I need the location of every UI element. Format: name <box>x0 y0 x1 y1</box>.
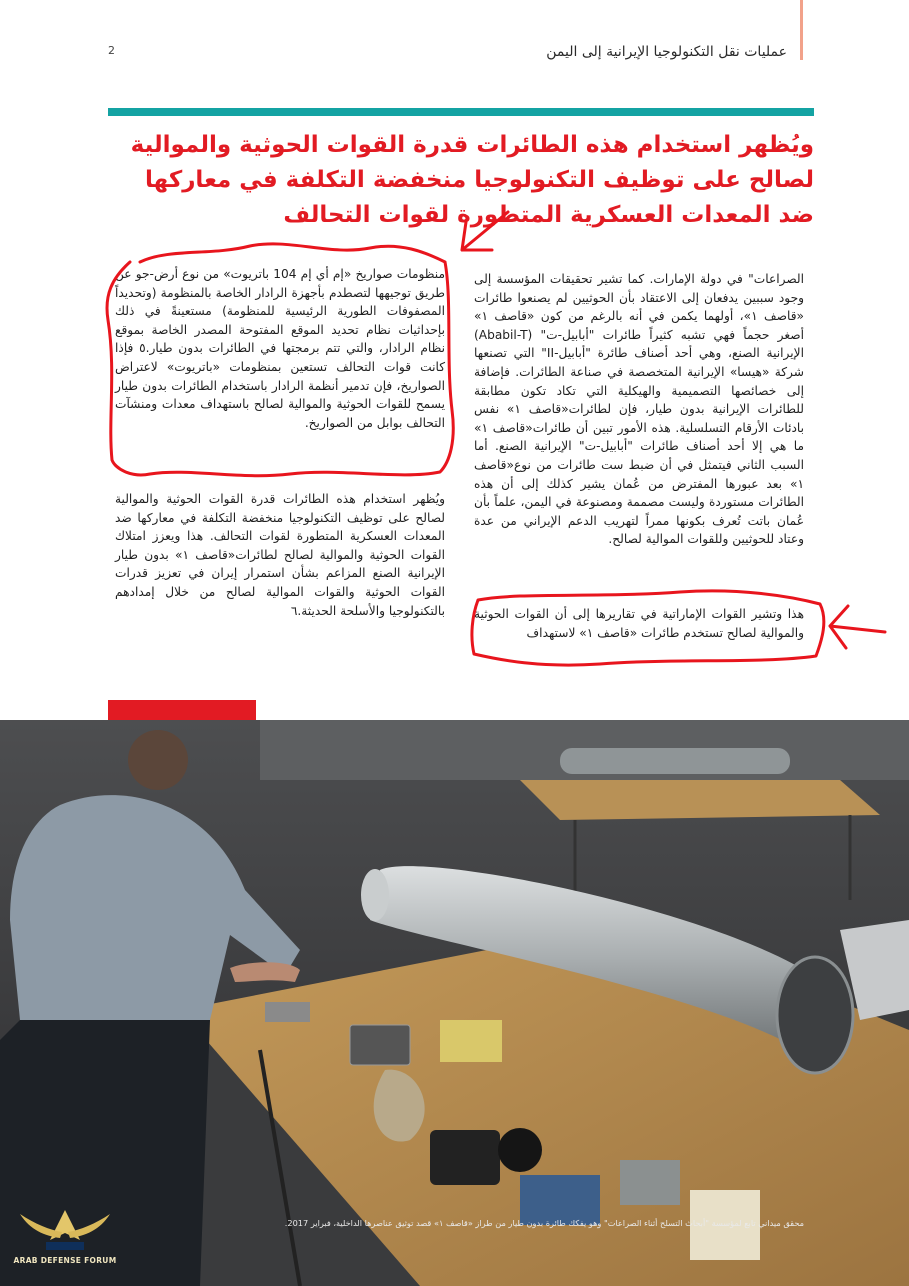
photo-accent-bar <box>108 700 256 720</box>
body-paragraph-right-2: هذا وتشير القوات الإماراتية في تقاريرها إلى أن القوات الحوثية والموالية لصالح تستخدم طائرات «قاصف ١» لاستهداف <box>474 607 804 640</box>
headline-rule <box>108 108 814 116</box>
photo-caption: محقق ميداني تابع لمؤسسة "أبحاث التسلح أثناء الصراعات" وهو يفكك طائرة بدون طيار من طراز «قاصف ١» قصد توثيق عناصرها الداخلية، فبراير 2017. <box>284 1218 804 1228</box>
running-header-title: عمليات نقل التكنولوجيا الإيرانية إلى اليمن <box>546 44 787 60</box>
watermark-logo <box>10 1200 120 1282</box>
page-number: 2 <box>108 44 115 57</box>
photo-illustration <box>0 720 909 1286</box>
photo-investigator-drone <box>0 720 909 1286</box>
eagle-emblem-icon <box>10 1200 120 1260</box>
body-paragraph-left-1: منظومات صواريخ «إم أي إم 104 باتريوت» من نوع أرض-جو عن طريق توجيهها لتصطدم بأجهزة الرادار الخاصة بالمنظومة (وتحديداً المصفوفات الطورية الرئيسية للمنظومة) مستعينةً في ذلك بإحداثيات نظام تحديد الموقع المفتوحة المصدر الخاصة بموقع نظام الرادار، والتي تتم برمجتها في الطائرات بدون طيار.٥ فإذا كانت قوات التحالف تستعين بمنظومات «باتريوت» لاعتراض الصواريخ، فإن تدمير أنظمة الرادار باستخدام الطائرات بدون طيار يسمح للقوات الحوثية والموالية لصالح باستهداف معدات ومنشآت التحالف بوابل من الصواريخ. <box>115 267 445 430</box>
body-paragraph-left-2: ويُظهر استخدام هذه الطائرات قدرة القوات الحوثية والموالية لصالح على توظيف التكنولوجيا منخفضة التكلفة في معاركها ضد المعدات العسكرية المتطورة لقوات التحالف. هذا ويعزز امتلاك القوات الحوثية والموالية لصالح لطائرات«قاصف ١» بدون طيار الإيرانية الصنع المزاعم بشأن استمرار إيران في تعزيز قدرات القوات الحوثية والقوات الموالية لصالح من خلال إمدادهم بالتكنولوجيا والأسلحة الحديثة.٦ <box>115 492 445 618</box>
body-paragraph-right-1: الصراعات" في دولة الإمارات. كما تشير تحقيقات المؤسسة إلى وجود سببين يدفعان إلى الاعتقاد بأن الحوثيين لم يصنعوا طائرات «قاصف ١»، أولهما يكمن في أنه بالرغم من كون «قاصف ١» أصغر حجماً فهي تشبه كثيراً طائرات "أبابيل-ت" (Ababil-T) الإيرانية الصنع، وهي أحد أصناف طائرة "أبابيل-II" التي تصنعها شركة «هيسا» الإيرانية المتخصصة في صناعة الطائرات. فإضافة إلى خصائصها التصميمية والهيكلية التي تكاد تكون مطابقة للطائرات الإيرانية بدون طيار، فإن لطائرات«قاصف ١» نفس بادئات الأرقام التسلسلية. هذه الأمور تبين أن طائرات«قاصف ١» ما هي إلا أحد أصناف طائرات "أبابيل-ت" الإيرانية الصنع. أما السبب الثاني فيتمثل في أن ضبط ست طائرات من نوع«قاصف ١» بعد عبورها المفترض من عُمان يشير كذلك إلى أن هذه الطائرات مستوردة وليست مصممة ومصنوعة في اليمن، علماً بأن عُمان باتت تُعرف بكونها ممراً لتهريب الدعم الإيراني من عدة وعتاد للحوثيين وللقوات الموالية لصالح. <box>474 272 804 547</box>
watermark-text: ARAB DEFENSE FORUM <box>13 1256 117 1265</box>
top-accent-line <box>800 0 803 60</box>
arrow-icon-right <box>830 606 885 648</box>
pull-quote-headline: ويُظهر استخدام هذه الطائرات قدرة القوات الحوثية والموالية لصالح على توظيف التكنولوجيا منخفضة التكلفة في معاركها ضد المعدات العسكرية المتطورة لقوات التحالف <box>130 132 814 228</box>
